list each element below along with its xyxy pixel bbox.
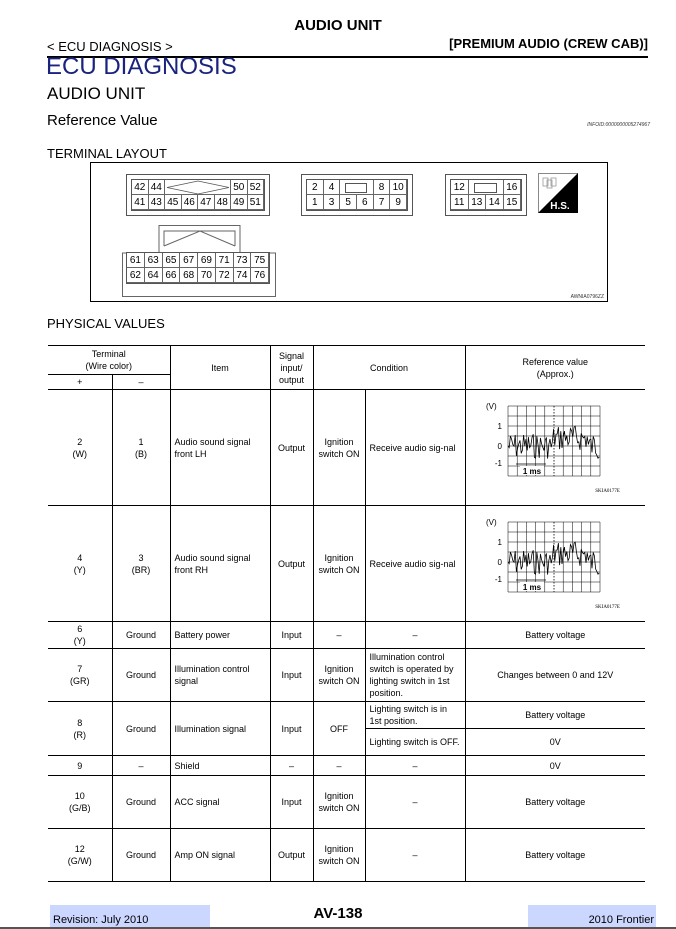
pin-67: 67 [180,253,198,268]
waveform-tick: 1 [497,538,503,547]
pin-14: 14 [486,195,504,210]
waveform-trace [508,426,599,458]
topic-title: Reference Value [47,112,158,129]
pin-8: 8 [374,180,391,195]
cell-condition-1: – [313,622,365,649]
table-row [48,776,645,829]
waveform-code: SKIA0177E [595,605,621,610]
pin-6: 6 [357,195,374,210]
pin-66: 66 [163,268,181,283]
pin-50: 50 [231,180,248,195]
pin-10: 10 [390,180,407,195]
pin-74: 74 [234,268,252,283]
audio-waveform [480,396,630,496]
cell-condition-2: Lighting switch is in 1st position. [365,702,465,729]
cell-reference: 0V [465,729,645,756]
waveform-tick: 1 [497,422,503,431]
waveform-unit: (V) [486,518,497,527]
cell-condition-2: – [365,776,465,829]
cell-signal: Output [270,829,313,882]
cell-item: Audio sound signal front LH [170,390,270,506]
time-label: 1 ms [523,467,542,476]
waveform-tick: -1 [495,459,503,468]
pin-71: 71 [216,253,234,268]
section-title: ECU DIAGNOSIS [46,53,237,80]
cell-item: Audio sound signal front RH [170,506,270,622]
pin-73: 73 [234,253,252,268]
cell-terminal-plus: 10 (G/B) [48,776,112,829]
cell-condition-1: Ignition switch ON [313,649,365,702]
pin-68: 68 [180,268,198,283]
cell-condition-1: – [313,756,365,776]
cell-condition-1: Ignition switch ON [313,390,365,506]
cell-reference: Changes between 0 and 12V [465,649,645,702]
cell-terminal-minus: 1 (B) [112,390,170,506]
header-item: Item [170,346,270,390]
pin-69: 69 [198,253,216,268]
pin-75: 75 [251,253,269,268]
cell-condition-1: Ignition switch ON [313,776,365,829]
cell-condition-2: – [365,756,465,776]
table-row [48,702,645,729]
terminal-layout-heading: TERMINAL LAYOUT [47,146,167,161]
pin-65: 65 [163,253,181,268]
cell-item: Shield [170,756,270,776]
cell-item: Illumination control signal [170,649,270,702]
pin-16: 16 [504,180,522,195]
pin-41: 41 [132,195,149,210]
cell-reference: 0V [465,756,645,776]
cell-item: Battery power [170,622,270,649]
pin-4: 4 [324,180,341,195]
pin-47: 47 [198,195,215,210]
header-condition: Condition [313,346,465,390]
header-terminal: Terminal (Wire color) [48,346,170,375]
pin-15: 15 [504,195,522,210]
pin-3: 3 [324,195,341,210]
cell-condition-1: Ignition switch ON [313,829,365,882]
breadcrumb: < ECU DIAGNOSIS > [47,39,173,54]
pin-62: 62 [127,268,145,283]
physical-values-heading: PHYSICAL VALUES [47,316,165,331]
connector-d [126,252,270,284]
diagram-code: AWNIA0796ZZ [570,294,604,300]
pin-51: 51 [248,195,265,210]
cell-condition-2: – [365,622,465,649]
cell-reference: Battery voltage [465,702,645,729]
cell-reference [465,390,645,506]
cell-item: ACC signal [170,776,270,829]
cell-terminal-minus: Ground [112,702,170,756]
pin-52: 52 [248,180,265,195]
table-row [48,829,645,882]
pin-42: 42 [132,180,149,195]
cell-reference [465,506,645,622]
pin-76: 76 [251,268,269,283]
cell-terminal-minus: – [112,756,170,776]
cell-item: Illumination signal [170,702,270,756]
header-minus: – [112,375,170,390]
cell-reference: Battery voltage [465,622,645,649]
pin-11: 11 [451,195,469,210]
table-row [48,756,645,776]
table-row [48,622,645,649]
pin-1: 1 [307,195,324,210]
cell-terminal-minus: Ground [112,649,170,702]
cell-terminal-plus: 9 [48,756,112,776]
cell-condition-1: OFF [313,702,365,756]
table-header-row [48,346,645,375]
cell-terminal-plus: 8 (R) [48,702,112,756]
cell-signal: Input [270,622,313,649]
waveform-trace [508,542,599,574]
cell-signal: Input [270,649,313,702]
terminal-layout-diagram [90,162,608,302]
footer-model: 2010 Frontier [588,914,654,926]
cell-signal: Input [270,776,313,829]
pin-5: 5 [340,195,357,210]
page-header-title: AUDIO UNIT [294,17,382,34]
physical-values-table [48,345,645,882]
connector-key [469,180,504,195]
pin-2: 2 [307,180,324,195]
pin-44: 44 [149,180,166,195]
pin-12: 12 [451,180,469,195]
pin-13: 13 [469,195,487,210]
cell-item: Amp ON signal [170,829,270,882]
cell-terminal-plus: 12 (G/W) [48,829,112,882]
connector-key [165,180,231,195]
header-signal: Signal input/ output [270,346,313,390]
cell-terminal-plus: 4 (Y) [48,506,112,622]
pin-72: 72 [216,268,234,283]
hs-label: H.S. [550,201,570,212]
cell-terminal-minus: Ground [112,622,170,649]
connector-b [301,174,413,216]
page-number: AV-138 [313,905,363,922]
info-id: INFOID:0000000005274967 [587,122,650,128]
cell-condition-2: Receive audio sig-nal [365,506,465,622]
pin-7: 7 [374,195,391,210]
table-row [48,649,645,702]
cell-terminal-minus: Ground [112,776,170,829]
cell-reference: Battery voltage [465,776,645,829]
cell-condition-2: Illumination control switch is operated by lighting switch in 1st position. [365,649,465,702]
waveform-tick: -1 [495,575,503,584]
component-title: AUDIO UNIT [47,84,146,103]
connector-a [126,174,270,216]
cell-terminal-plus: 7 (GR) [48,649,112,702]
pin-61: 61 [127,253,145,268]
connector-key [340,180,373,195]
cell-condition-2: Lighting switch is OFF. [365,729,465,756]
pin-49: 49 [231,195,248,210]
waveform-tick: 0 [497,442,503,451]
time-label: 1 ms [523,583,542,592]
cell-signal: – [270,756,313,776]
cell-signal: Output [270,390,313,506]
cell-terminal-plus: 2 (W) [48,390,112,506]
pin-64: 64 [145,268,163,283]
cell-terminal-minus: Ground [112,829,170,882]
cell-condition-1: Ignition switch ON [313,506,365,622]
pin-46: 46 [182,195,199,210]
header-reference: Reference value (Approx.) [465,346,645,390]
pin-9: 9 [390,195,407,210]
table-row [48,390,645,506]
cell-condition-2: Receive audio sig-nal [365,390,465,506]
table-row [48,506,645,622]
harness-side-icon [538,173,578,213]
pin-45: 45 [165,195,182,210]
waveform-code: SKIA0177E [595,489,621,494]
cell-terminal-minus: 3 (BR) [112,506,170,622]
cell-signal: Input [270,702,313,756]
header-plus: + [48,375,112,390]
pin-43: 43 [149,195,166,210]
pin-63: 63 [145,253,163,268]
cell-signal: Output [270,506,313,622]
connector-c [445,174,527,216]
footer-revision: Revision: July 2010 [53,914,149,926]
waveform-unit: (V) [486,402,497,411]
cell-terminal-plus: 6 (Y) [48,622,112,649]
pin-70: 70 [198,268,216,283]
pin-48: 48 [215,195,232,210]
variant-label: [PREMIUM AUDIO (CREW CAB)] [449,36,648,51]
waveform-tick: 0 [497,558,503,567]
cell-reference: Battery voltage [465,829,645,882]
audio-waveform [480,512,630,612]
cell-condition-2: – [365,829,465,882]
